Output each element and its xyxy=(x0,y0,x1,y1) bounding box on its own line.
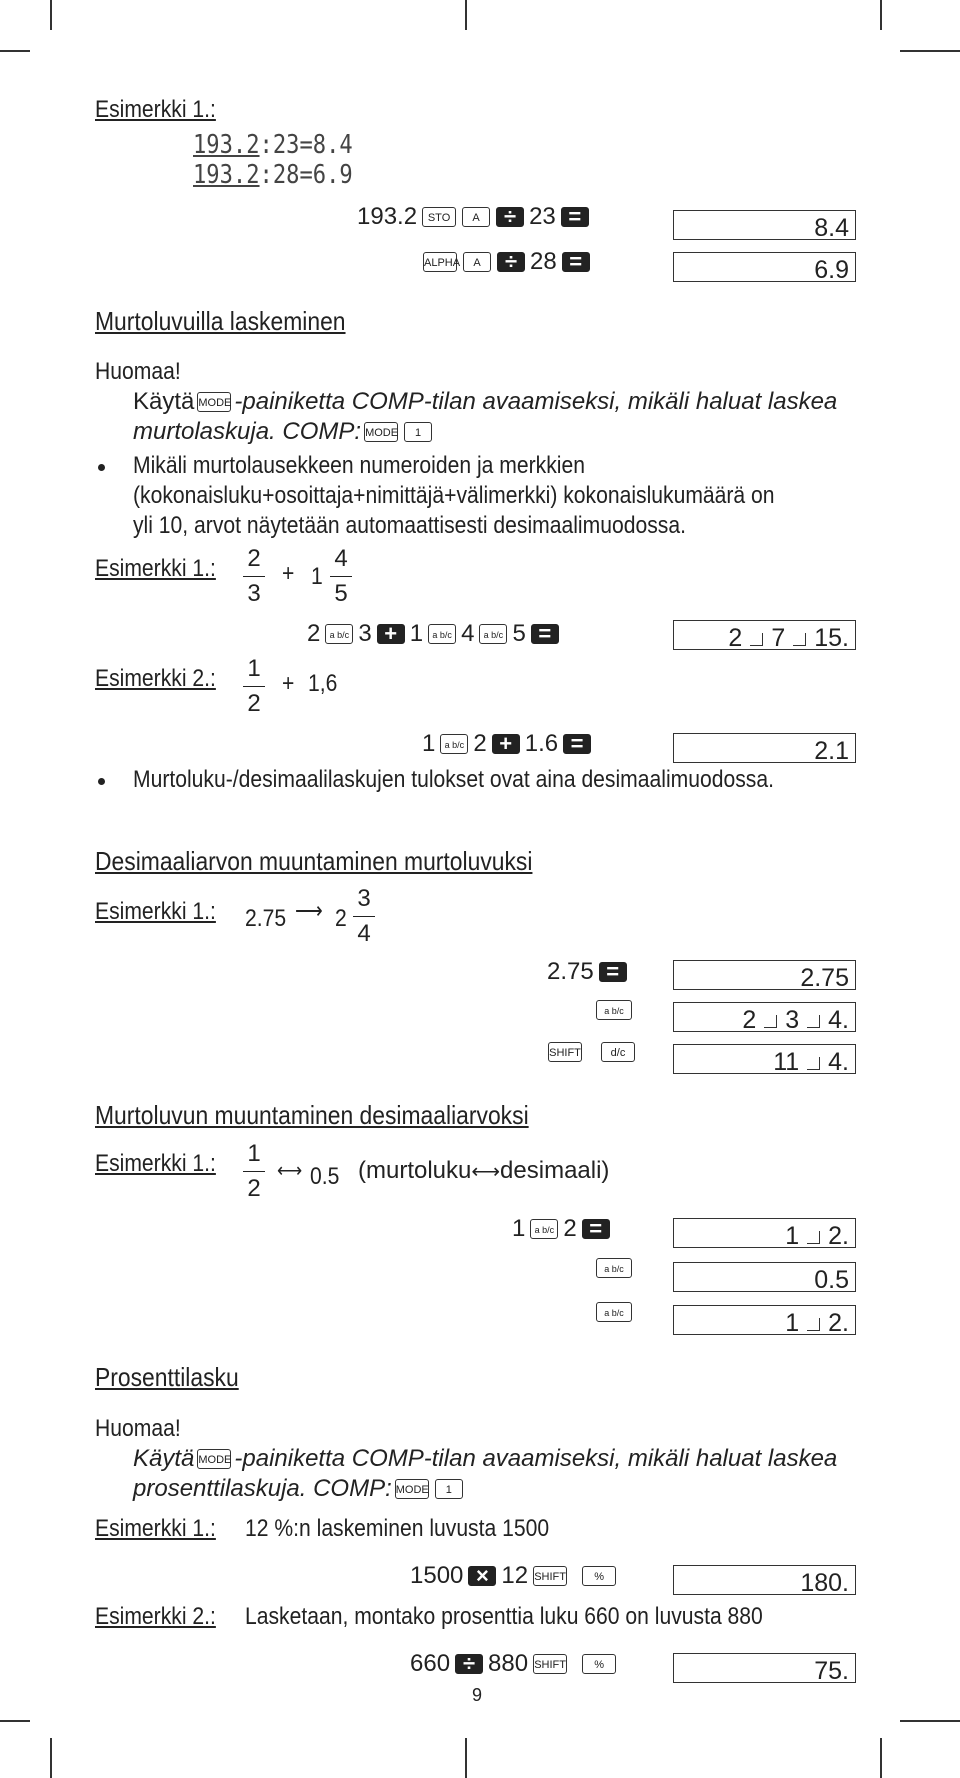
equals-key[interactable]: = xyxy=(582,1219,610,1239)
note-line: prosenttilaskuja. COMP: MODE 1 xyxy=(133,1475,466,1503)
example-label: Esimerkki 1.: xyxy=(95,555,216,582)
abc-key[interactable]: a b/c xyxy=(325,624,353,644)
bullet-text: Mikäli murtolausekkeen numeroiden ja merkkien xyxy=(133,452,585,479)
section-heading: Prosenttilasku xyxy=(95,1362,239,1392)
display-result: 1 2. xyxy=(673,1218,856,1248)
abc-key[interactable]: a b/c xyxy=(479,624,507,644)
display-result: 11 4. xyxy=(673,1044,856,1074)
whole-number: 1 xyxy=(311,563,323,590)
key-sequence: 1 a b/c 2 = xyxy=(510,1215,613,1243)
fraction: 1 2 xyxy=(243,1140,265,1203)
abc-key[interactable]: a b/c xyxy=(440,734,468,754)
note-title: Huomaa! xyxy=(95,358,181,385)
crop-mark xyxy=(900,1720,960,1722)
crop-mark xyxy=(465,1738,467,1778)
fraction: 4 5 xyxy=(330,545,352,608)
note-line: Käytä MODE -painiketta COMP-tilan avaamiseksi, mikäli haluat laskea xyxy=(133,388,838,415)
mode-key[interactable]: MODE xyxy=(364,422,398,442)
section-heading: Desimaaliarvon muuntaminen murtoluvuksi xyxy=(95,846,533,876)
display-result: 2.75 xyxy=(673,960,856,990)
arrow-both-icon: ⟷ xyxy=(471,1160,501,1183)
example-label: Esimerkki 2.: xyxy=(95,665,216,692)
example-label: Esimerkki 1.: xyxy=(95,1515,216,1542)
key-sequence xyxy=(593,1302,635,1322)
bullet-text: yli 10, arvot näytetään automaattisesti desimaalimuodossa. xyxy=(133,512,686,539)
key-sequence xyxy=(593,1258,635,1278)
divide-key[interactable]: ÷ xyxy=(455,1654,483,1674)
display-result: 1 2. xyxy=(673,1305,856,1335)
example-label: Esimerkki 1.: xyxy=(95,1150,216,1177)
separator-icon xyxy=(764,1015,777,1028)
display-result: 2.1 xyxy=(673,733,856,763)
formula-line-2: 193.2:28=6.9 xyxy=(193,160,353,190)
percent-key[interactable]: % xyxy=(582,1654,616,1674)
fraction: 2 3 xyxy=(243,545,265,608)
display-result: 180. xyxy=(673,1565,856,1595)
mode-key[interactable]: MODE xyxy=(197,392,231,412)
one-key[interactable]: 1 xyxy=(435,1479,463,1499)
page-number: 9 xyxy=(472,1685,483,1705)
key-sequence: 1500 × 12 SHIFT % xyxy=(408,1562,619,1590)
example-text: 12 %:n laskeminen luvusta 1500 xyxy=(245,1515,550,1542)
display-result: 0.5 xyxy=(673,1262,856,1292)
divide-key[interactable]: ÷ xyxy=(496,207,524,227)
shift-key[interactable]: SHIFT xyxy=(533,1566,567,1586)
example-label: Esimerkki 2.: xyxy=(95,1603,216,1630)
plus-sign: + xyxy=(282,670,295,697)
equals-key[interactable]: = xyxy=(563,734,591,754)
section-heading: Murtoluvun muuntaminen desimaaliarvoksi xyxy=(95,1100,529,1130)
separator-icon xyxy=(807,1231,820,1244)
key-sequence xyxy=(545,1042,638,1062)
note-line: Käytä MODE -painiketta COMP-tilan avaamiseksi, mikäli haluat laskea xyxy=(133,1445,838,1472)
a-key[interactable]: A xyxy=(462,207,490,227)
example-text: Lasketaan, montako prosenttia luku 660 on luvusta 880 xyxy=(245,1603,763,1630)
value: 0.5 xyxy=(310,1163,340,1190)
display-result: 75. xyxy=(673,1653,856,1683)
crop-mark xyxy=(50,1738,52,1778)
equals-key[interactable]: = xyxy=(561,207,589,227)
value: 1,6 xyxy=(308,670,338,697)
display-result: 2 3 4. xyxy=(673,1002,856,1032)
sto-key[interactable]: STO xyxy=(422,207,456,227)
key-sequence: 2 a b/c 3 + 1 a b/c 4 a b/c 5 = xyxy=(305,620,562,648)
equals-key[interactable]: = xyxy=(531,624,559,644)
crop-mark xyxy=(880,0,882,30)
equals-key[interactable]: = xyxy=(562,252,590,272)
bullet-icon xyxy=(98,778,105,785)
one-key[interactable]: 1 xyxy=(404,422,432,442)
bullet-text: (kokonaisluku+osoittaja+nimittäjä+välimerkki) kokonaislukumäärä on xyxy=(133,482,775,509)
separator-icon xyxy=(807,1318,820,1331)
display-result: 2 7 15. xyxy=(673,620,856,650)
percent-key[interactable]: % xyxy=(582,1566,616,1586)
bullet-icon xyxy=(98,464,105,471)
abc-key[interactable]: a b/c xyxy=(596,1000,632,1020)
key-sequence: 660 ÷ 880 SHIFT % xyxy=(408,1650,619,1678)
crop-mark xyxy=(0,1720,30,1722)
fraction: 3 4 xyxy=(353,885,375,948)
shift-key[interactable]: SHIFT xyxy=(533,1654,567,1674)
crop-mark xyxy=(0,50,30,52)
arrow-right-icon: ⟶ xyxy=(295,898,323,923)
bullet-text: Murtoluku-/desimaalilaskujen tulokset ovat aina desimaalimuodossa. xyxy=(133,766,774,793)
alpha-key[interactable]: ALPHA xyxy=(423,252,457,272)
key-sequence-1: 193.2 STO A ÷ 23 = xyxy=(355,203,592,231)
key-sequence xyxy=(593,1000,635,1020)
separator-icon xyxy=(750,633,763,646)
crop-mark xyxy=(465,0,467,30)
abc-key[interactable]: a b/c xyxy=(596,1258,632,1278)
example-label: Esimerkki 1.: xyxy=(95,96,216,123)
plus-sign: + xyxy=(282,560,295,587)
mode-key[interactable]: MODE xyxy=(395,1479,429,1499)
plus-key[interactable]: + xyxy=(492,734,520,754)
key-sequence-2: ALPHA A ÷ 28 = xyxy=(420,248,593,276)
value: 2.75 xyxy=(245,905,287,932)
section-heading: Murtoluvuilla laskeminen xyxy=(95,306,346,336)
shift-key[interactable]: SHIFT xyxy=(548,1042,582,1062)
note-line: murtolaskuja. COMP: MODE 1 xyxy=(133,418,435,446)
whole-number: 2 xyxy=(335,905,347,932)
divide-key[interactable]: ÷ xyxy=(497,252,525,272)
separator-icon xyxy=(807,1015,820,1028)
example-label: Esimerkki 1.: xyxy=(95,898,216,925)
key-sequence: 2.75 = xyxy=(545,958,630,986)
display-result: 8.4 xyxy=(673,210,856,240)
separator-icon xyxy=(807,1057,820,1070)
note-title: Huomaa! xyxy=(95,1415,181,1442)
abc-key[interactable]: a b/c xyxy=(428,624,456,644)
formula-line-1: 193.2:23=8.4 xyxy=(193,130,353,160)
dc-key[interactable]: d/c xyxy=(601,1042,635,1062)
crop-mark xyxy=(900,50,960,52)
abc-key[interactable]: a b/c xyxy=(530,1219,558,1239)
crop-mark xyxy=(880,1738,882,1778)
plus-key[interactable]: + xyxy=(377,624,405,644)
fraction: 1 2 xyxy=(243,655,265,718)
crop-mark xyxy=(50,0,52,30)
separator-icon xyxy=(793,633,806,646)
abc-key[interactable]: a b/c xyxy=(596,1302,632,1322)
key-sequence: 1 a b/c 2 + 1.6 = xyxy=(420,730,594,758)
mode-key[interactable]: MODE xyxy=(197,1449,231,1469)
display-result: 6.9 xyxy=(673,252,856,282)
times-key[interactable]: × xyxy=(468,1566,496,1586)
parenthetical: (murtoluku ⟷ desimaali) xyxy=(358,1157,610,1184)
equals-key[interactable]: = xyxy=(599,962,627,982)
a-key[interactable]: A xyxy=(463,252,491,272)
arrow-both-icon: ⟷ xyxy=(277,1160,303,1182)
